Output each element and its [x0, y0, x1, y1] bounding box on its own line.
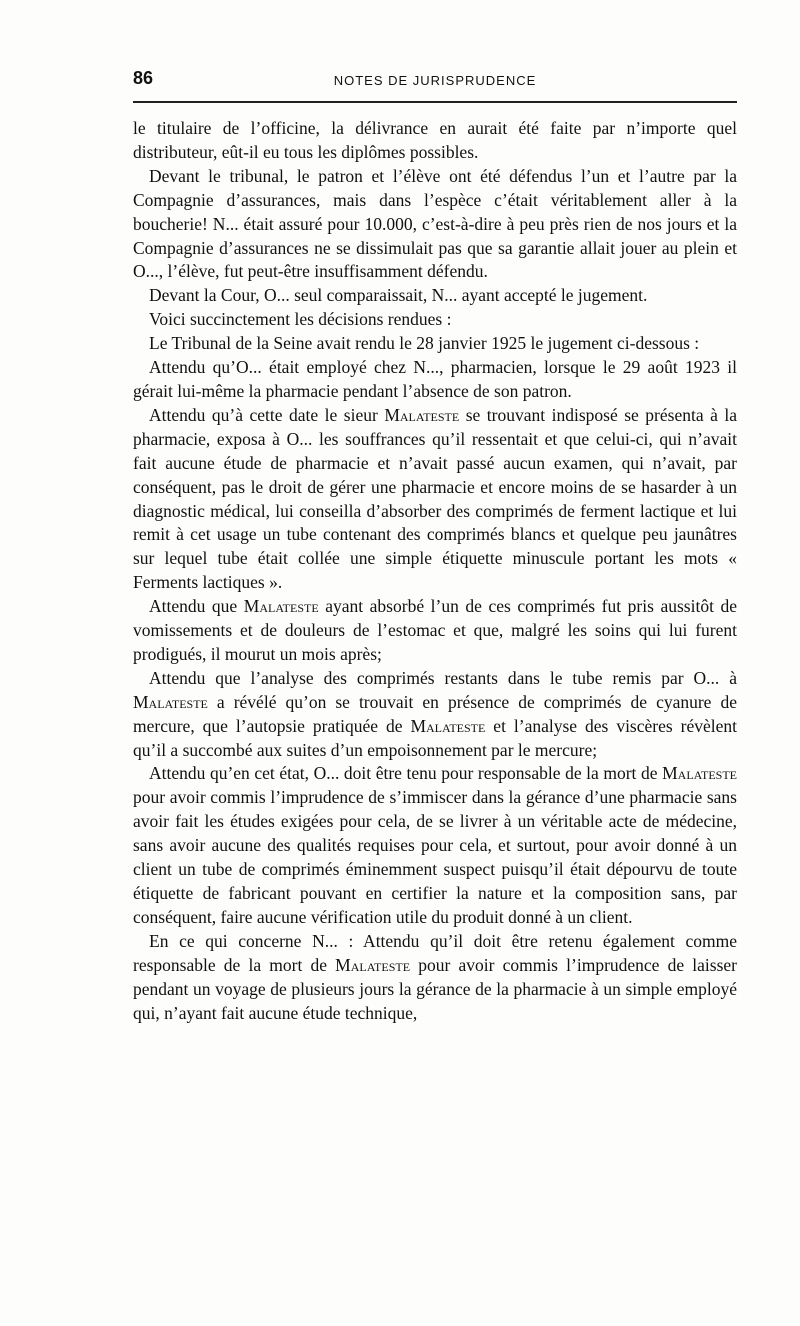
paragraph-8: Attendu que Malateste ayant absorbé l’un de ces comprimés fut pris aussitôt de vomissements et de douleurs de l’estomac et que, malgré les soins qui lui furent prodigués, il mourut un mois après;: [133, 596, 738, 664]
body-text: [133, 117, 737, 1025]
page-header: [133, 68, 737, 98]
proper-name: Malateste: [384, 404, 460, 425]
proper-name: Malateste: [243, 596, 319, 617]
page-number: 86: [133, 68, 154, 88]
paragraph-6: Attendu qu’O... était employé chez N..., pharmacien, lorsque le 29 août 1923 il gérait lui-même la pharmacie pendant l’absence de son patron.: [133, 357, 737, 401]
header-rule: [133, 101, 737, 103]
proper-name: Malateste: [662, 763, 737, 784]
paragraph-2: Devant le tribunal, le patron et l’élève ont été défendus l’un et l’autre par la Compagnie d’assurances, mais dans l’espèce c’était véritablement aller à la boucherie! N... était assuré pour 10.000, c’est-à-dire à peu près rien de nos jours et la Compagnie d’assurances ne se dissimulait pas que sa garantie allait jouer au plein et O..., l’élève, fut peut-être insuffisamment défendu.: [133, 165, 737, 282]
paragraph-1: le titulaire de l’officine, la délivrance en aurait été faite par n’importe quel distributeur, eût-il eu tous les diplômes possibles.: [133, 118, 737, 162]
paragraph-10: Attendu qu’en cet état, O... doit être tenu pour responsable de la mort de Malateste pour avoir commis l’imprudence de s’immiscer dans la gérance d’une pharmacie sans avoir fait les études exigées pour cela, de se livrer à un véritable acte de médecine, sans avoir aucune des qualités requises pour cela, et surtout, pour avoir donné à un client un tube de comprimés éminemment suspect puisqu’il était dépourvu de toute étiquette de fabricant pouvant en certifier la nature et la composition sans, par conséquent, faire aucune vérification utile du produit donné à un client.: [133, 763, 737, 927]
paragraph-4: Voici succinctement les décisions rendues :: [149, 309, 452, 330]
paragraph-5: Le Tribunal de la Seine avait rendu le 28 janvier 1925 le jugement ci-dessous :: [149, 333, 700, 354]
paragraph-7: Attendu qu’à cette date le sieur Malateste se trouvant indisposé se présenta à la pharmacie, exposa à O... les souffrances qu’il ressentait et que celui-ci, qui n’avait fait aucune étude de pharmacie et n’avait passé aucun examen, qui n’avait, par conséquent, pas le droit de gérer une pharmacie et encore moins de se hasarder à un diagnostic médical, lui conseilla d’absorber des comprimés de ferment lactique et lui remit à cet usage un tube contenant des comprimés blancs et quelque peu jaunâtres sur lequel tube était collée une simple étiquette minuscule portant les mots « Ferments lactiques ».: [133, 404, 737, 593]
paragraph-11: En ce qui concerne N... : Attendu qu’il doit être retenu également comme responsable de la mort de Malateste pour avoir commis l’imprudence de laisser pendant un voyage de plusieurs jours la gérance de la pharmacie à un simple employé qui, n’ayant fait aucune étude technique,: [133, 930, 738, 1023]
proper-name: Malateste: [133, 691, 208, 712]
running-title: NOTES DE JURISPRUDENCE: [333, 73, 537, 88]
paragraph-3: Devant la Cour, O... seul comparaissait, N... ayant accepté le jugement.: [149, 285, 648, 306]
paragraph-9: Attendu que l’analyse des comprimés restants dans le tube remis par O... à Malateste a révélé qu’on se trouvait en présence de comprimés de cyanure de mercure, que l’autopsie pratiquée de Malateste et l’analyse des viscères révèlent qu’il a succombé aux suites d’un empoisonnement par le mercure;: [133, 667, 738, 760]
proper-name: Malateste: [410, 715, 486, 736]
proper-name: Malateste: [335, 954, 411, 975]
